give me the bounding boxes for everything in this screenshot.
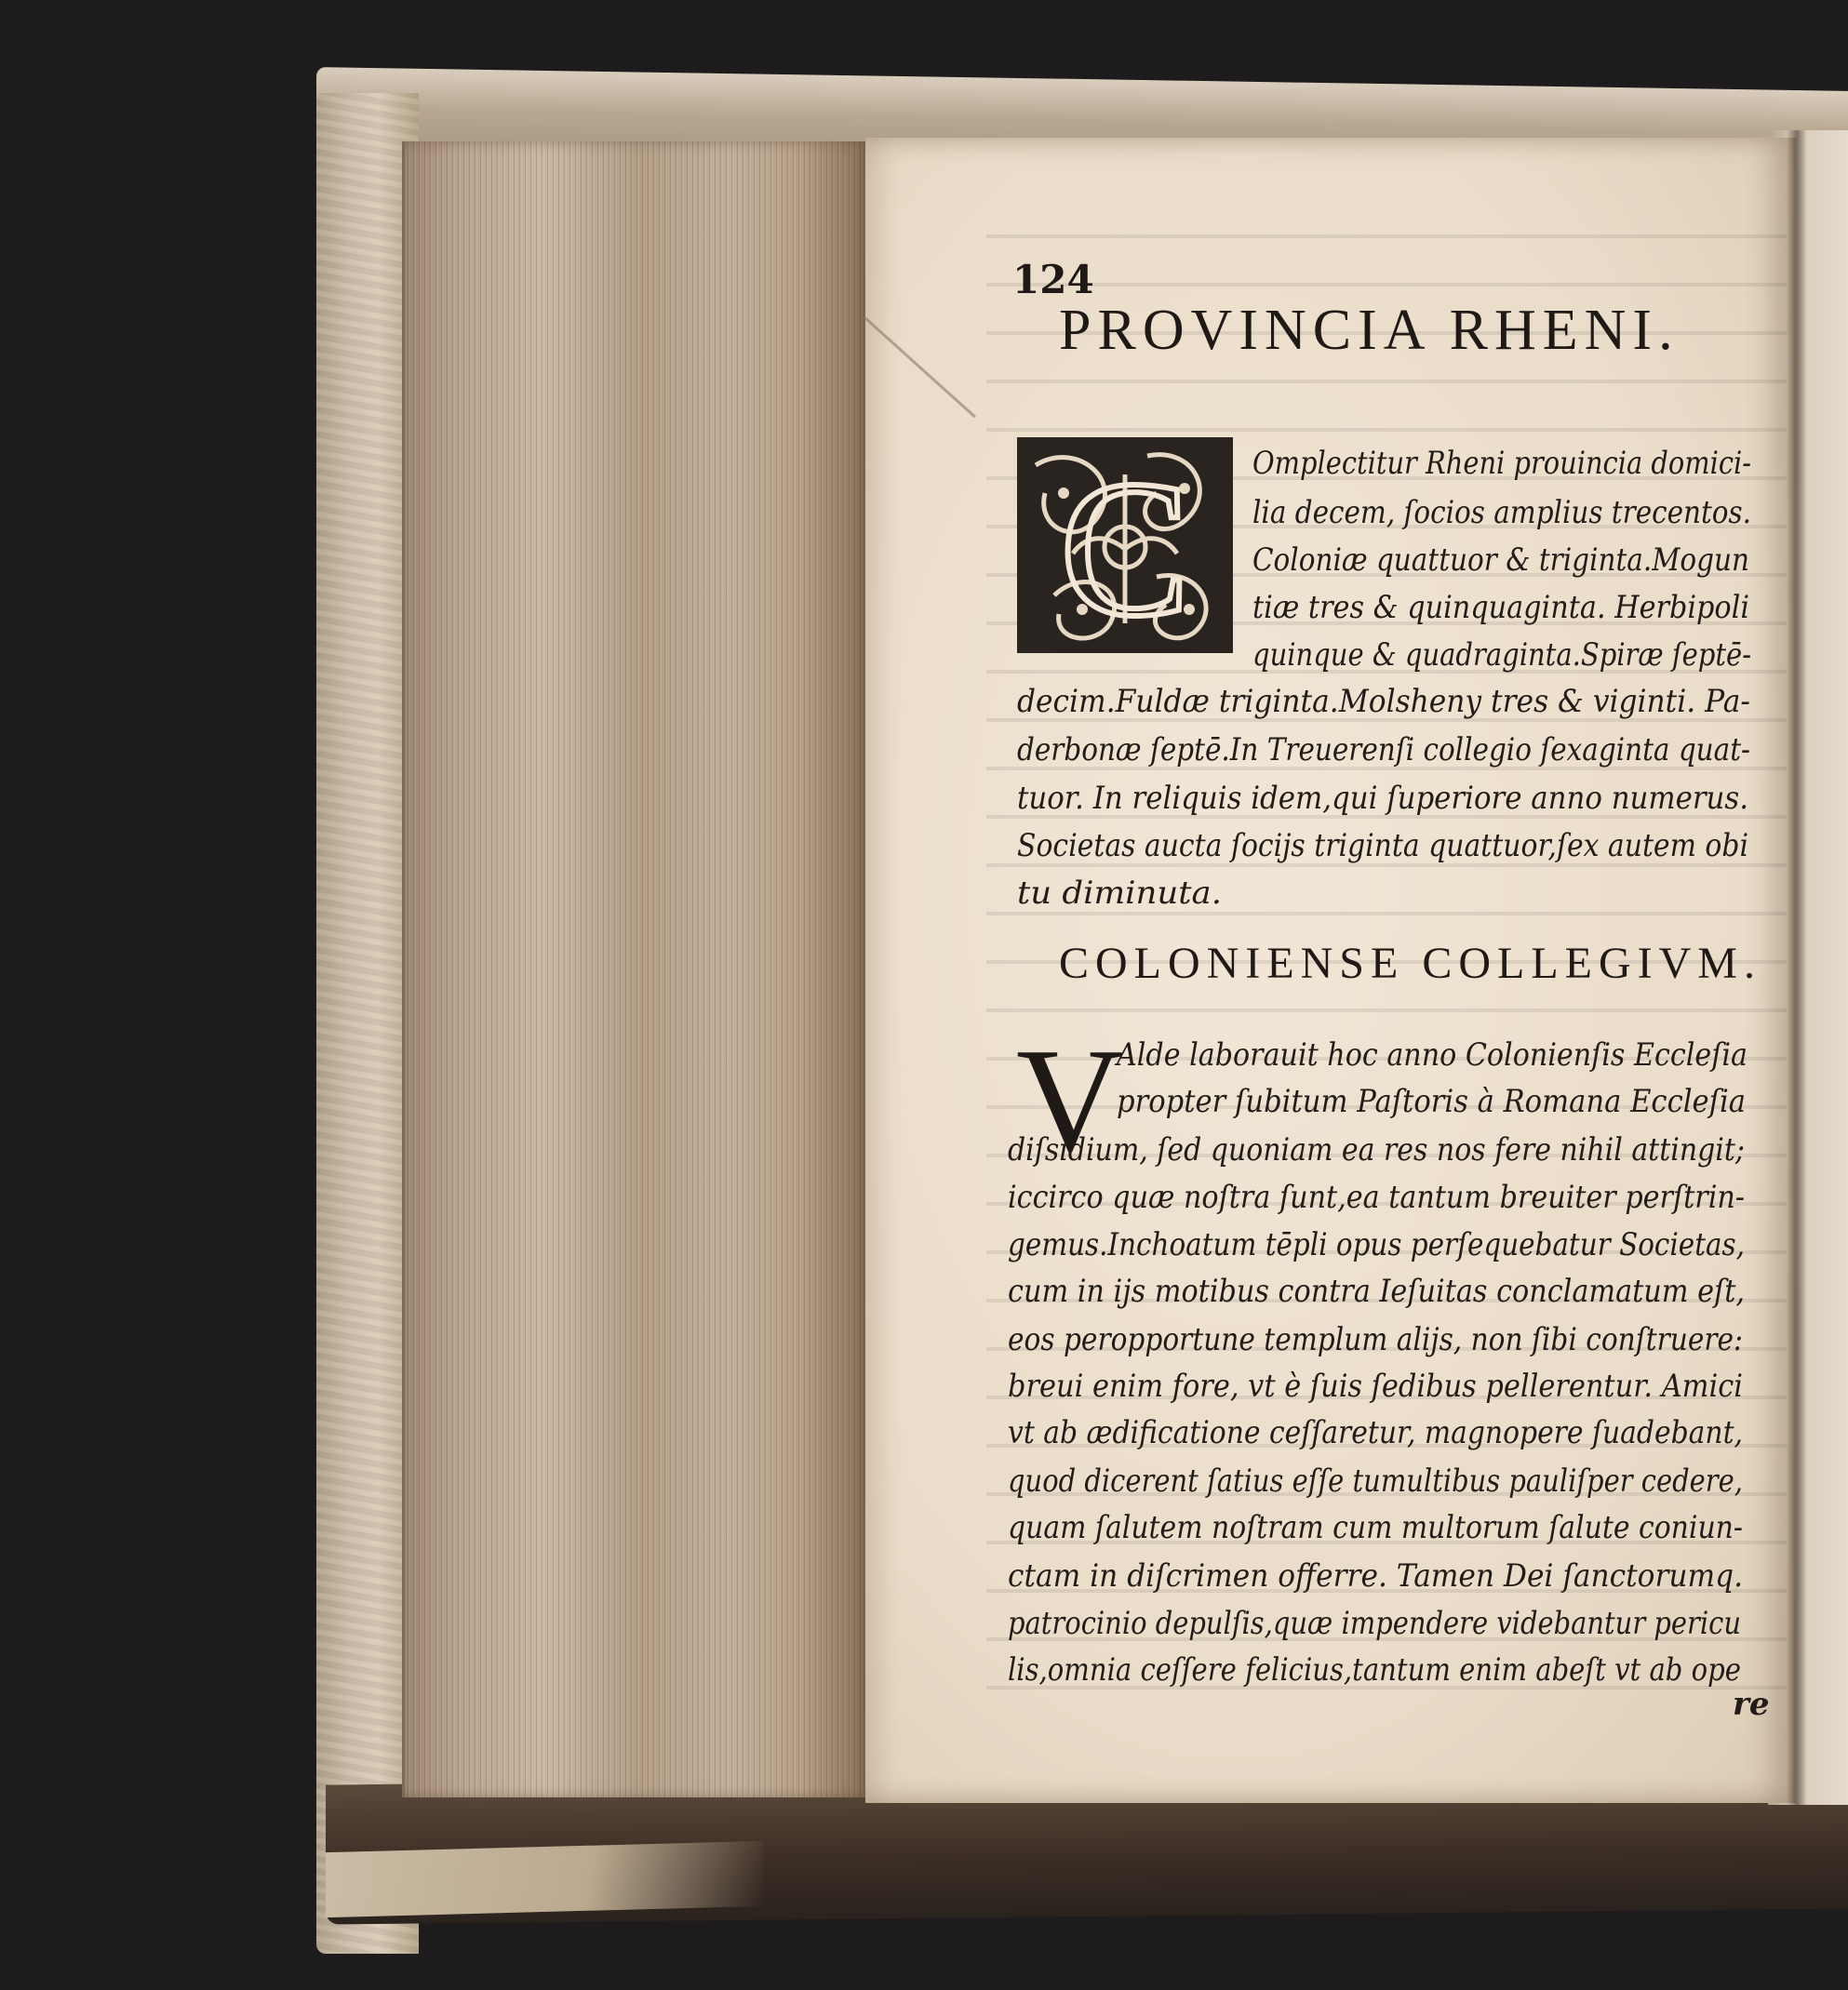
text-line: Omplectitur Rheni prouincia domici- <box>1252 445 1751 482</box>
text-line: decim.Fuldæ triginta.Molsheny tres & viginti. Pa- <box>1017 683 1750 720</box>
text-line: tu diminuta. <box>1017 875 1222 912</box>
page-number: 124 <box>1012 257 1094 302</box>
text-line: lis,omnia ceſſere felicius,tantum enim abeſt vt ab ope <box>1008 1651 1741 1689</box>
text-line: cum in ijs motibus contra Ieſuitas conclamatum eſt, <box>1008 1273 1745 1310</box>
text-line: breui enim fore, vt è ſuis ſedibus pellerentur. Amici <box>1008 1368 1743 1405</box>
text-line: quinque & quadraginta.Spiræ ſeptē- <box>1252 636 1751 674</box>
foliage-ornament-icon <box>1017 437 1233 653</box>
text-line: gemus.Inchoatum tēpli opus perſequebatur Societas, <box>1008 1226 1745 1263</box>
text-line: diſsidium, ſed quoniam ea res nos fere nihil attingit; <box>1008 1131 1745 1169</box>
text-line: vt ab ædificatione ceſſaretur, magnopere ſuadebant, <box>1008 1414 1743 1451</box>
text-line: patrocinio depulſis,quæ impendere videbantur pericu <box>1008 1605 1741 1642</box>
text-line: propter ſubitum Paſtoris à Romana Eccleſia <box>1117 1083 1746 1120</box>
text-line: Alde laborauit hoc anno Colonienſis Eccleſia <box>1117 1036 1748 1074</box>
text-line: iccirco quæ noſtra ſunt,ea tantum breuiter perſtrin- <box>1008 1179 1745 1216</box>
text-line: tiæ tres & quinquaginta. Herbipoli <box>1252 589 1749 626</box>
section-title: COLONIENSE COLLEGIVM. <box>1059 939 1761 988</box>
text-line: quod dicerent ſatius eſſe tumultibus pauliſper cedere, <box>1008 1462 1743 1500</box>
text-line: quam ſalutem noſtram cum multorum ſalute coniun- <box>1008 1509 1743 1546</box>
text-line: Societas aucta ſocijs triginta quattuor,ſex autem obi <box>1017 827 1748 864</box>
page-block-shadow <box>800 141 867 1797</box>
catchword: re <box>1733 1686 1770 1723</box>
book-cover-bottom-corner <box>326 1841 763 1917</box>
text-line: Coloniæ quattuor & triginta.Mogun <box>1252 541 1749 579</box>
text-line: lia decem, ſocios amplius trecentos. <box>1252 494 1751 531</box>
text-line: tuor. In reliquis idem,qui ſuperiore anno numerus. <box>1017 780 1748 817</box>
book-gutter-shadow <box>1787 130 1807 1805</box>
decorated-initial <box>1017 437 1233 653</box>
drop-initial: V <box>1016 1017 1124 1182</box>
initial-letter: C <box>1059 441 1191 653</box>
text-line: ctam in diſcrimen offerre. Tamen Dei ſanctorumq. <box>1008 1557 1743 1595</box>
text-line: eos peropportune templum alijs, non ſibi conſtruere: <box>1008 1321 1743 1358</box>
text-line: derbonæ ſeptē.In Treuerenſi collegio ſexaginta quat- <box>1017 731 1750 768</box>
running-title: PROVINCIA RHENI. <box>1059 299 1680 362</box>
